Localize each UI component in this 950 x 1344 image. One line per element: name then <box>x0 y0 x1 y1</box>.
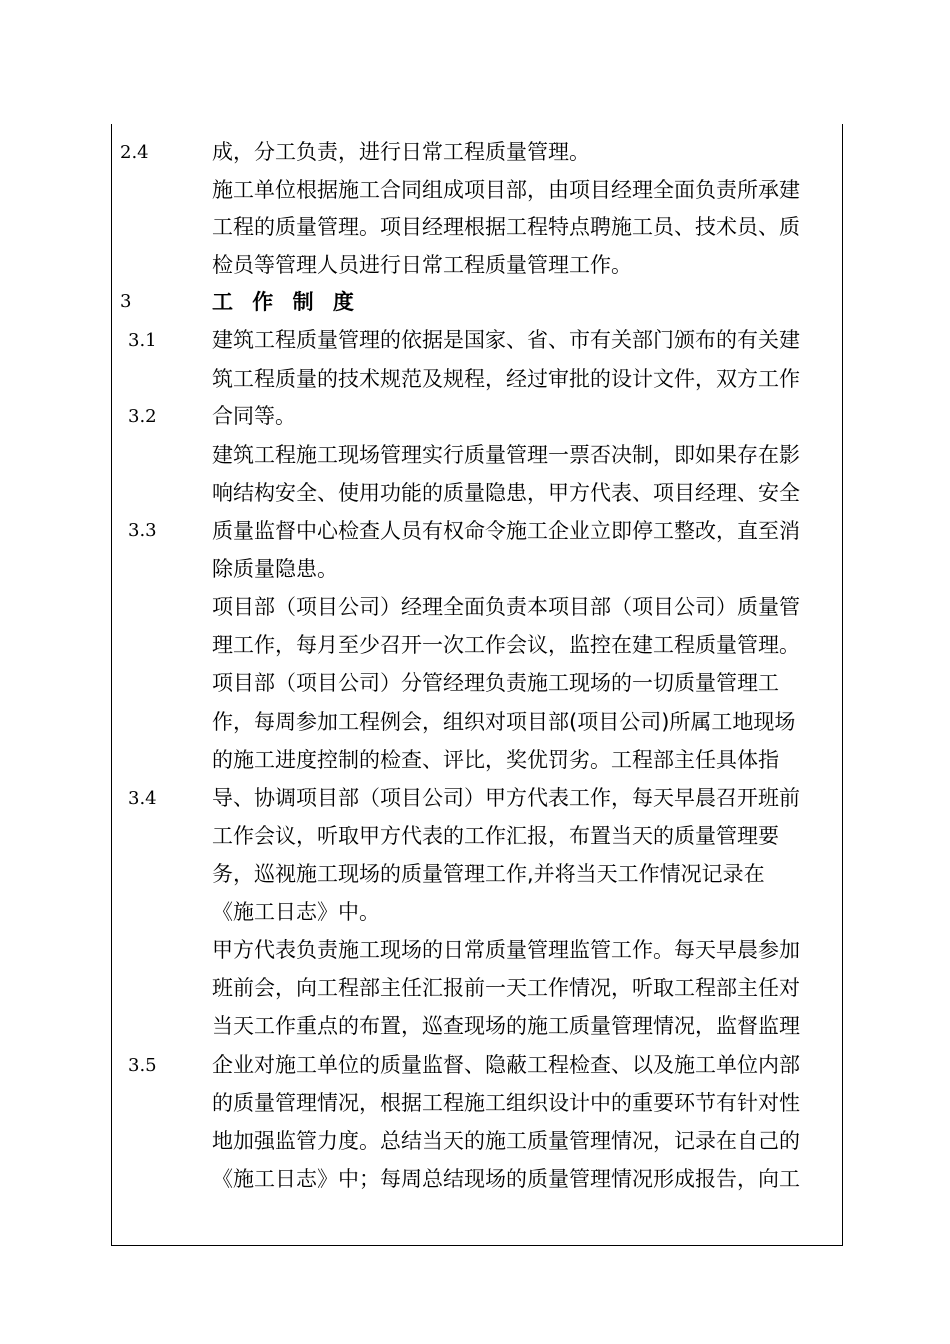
section-number-3: 3 <box>120 291 132 312</box>
text-line: 导、协调项目部（项目公司）甲方代表工作，每天早晨召开班前 <box>212 786 800 810</box>
text-line: 成，分工负责，进行日常工程质量管理。 <box>212 140 590 164</box>
text-line: 理工作，每月至少召开一次工作会议，监控在建工程质量管理。 <box>212 633 800 657</box>
text-line: 地加强监管力度。总结当天的施工质量管理情况，记录在自己的 <box>212 1129 800 1153</box>
section-number-2-4: 2.4 <box>120 142 149 163</box>
text-line: 筑工程质量的技术规范及规程，经过审批的设计文件，双方工作 <box>212 367 800 391</box>
text-line: 建筑工程施工现场管理实行质量管理一票否决制，即如果存在影 <box>212 443 800 467</box>
text-line: 合同等。 <box>212 404 296 428</box>
section-number-3-2: 3.2 <box>128 406 157 427</box>
text-line: 项目部（项目公司）经理全面负责本项目部（项目公司）质量管 <box>212 595 800 619</box>
text-line: 响结构安全、使用功能的质量隐患，甲方代表、项目经理、安全 <box>212 481 800 505</box>
text-line: 企业对施工单位的质量监督、隐蔽工程检查、以及施工单位内部 <box>212 1053 800 1077</box>
text-line: 务，巡视施工现场的质量管理工作,并将当天工作情况记录在 <box>212 862 765 886</box>
text-line: 工作会议，听取甲方代表的工作汇报，布置当天的质量管理要 <box>212 824 779 848</box>
section-number-3-3: 3.3 <box>128 520 157 541</box>
section-heading: 工 作 制 度 <box>212 290 360 314</box>
text-line: 检员等管理人员进行日常工程质量管理工作。 <box>212 253 632 277</box>
text-line: 项目部（项目公司）分管经理负责施工现场的一切质量管理工 <box>212 671 779 695</box>
text-line: 班前会，向工程部主任汇报前一天工作情况，听取工程部主任对 <box>212 976 800 1000</box>
text-line: 建筑工程质量管理的依据是国家、省、市有关部门颁布的有关建 <box>212 328 800 352</box>
text-line: 《施工日志》中；每周总结现场的质量管理情况形成报告，向工 <box>212 1167 800 1191</box>
text-line: 质量监督中心检查人员有权命令施工企业立即停工整改，直至消 <box>212 519 800 543</box>
section-number-3-4: 3.4 <box>128 788 157 809</box>
text-line: 工程的质量管理。项目经理根据工程特点聘施工员、技术员、质 <box>212 215 800 239</box>
text-line: 当天工作重点的布置，巡查现场的施工质量管理情况，监督监理 <box>212 1014 800 1038</box>
text-line: 除质量隐患。 <box>212 557 338 581</box>
text-line: 的质量管理情况，根据工程施工组织设计中的重要环节有针对性 <box>212 1091 800 1115</box>
text-line: 施工单位根据施工合同组成项目部，由项目经理全面负责所承建 <box>212 178 800 202</box>
section-number-3-5: 3.5 <box>128 1055 157 1076</box>
section-number-3-1: 3.1 <box>128 330 157 351</box>
text-line: 《施工日志》中。 <box>212 900 380 924</box>
text-line: 的施工进度控制的检查、评比，奖优罚劣。工程部主任具体指 <box>212 748 779 772</box>
text-line: 甲方代表负责施工现场的日常质量管理监管工作。每天早晨参加 <box>212 938 800 962</box>
text-line: 作，每周参加工程例会，组织对项目部(项目公司)所属工地现场 <box>212 710 796 734</box>
